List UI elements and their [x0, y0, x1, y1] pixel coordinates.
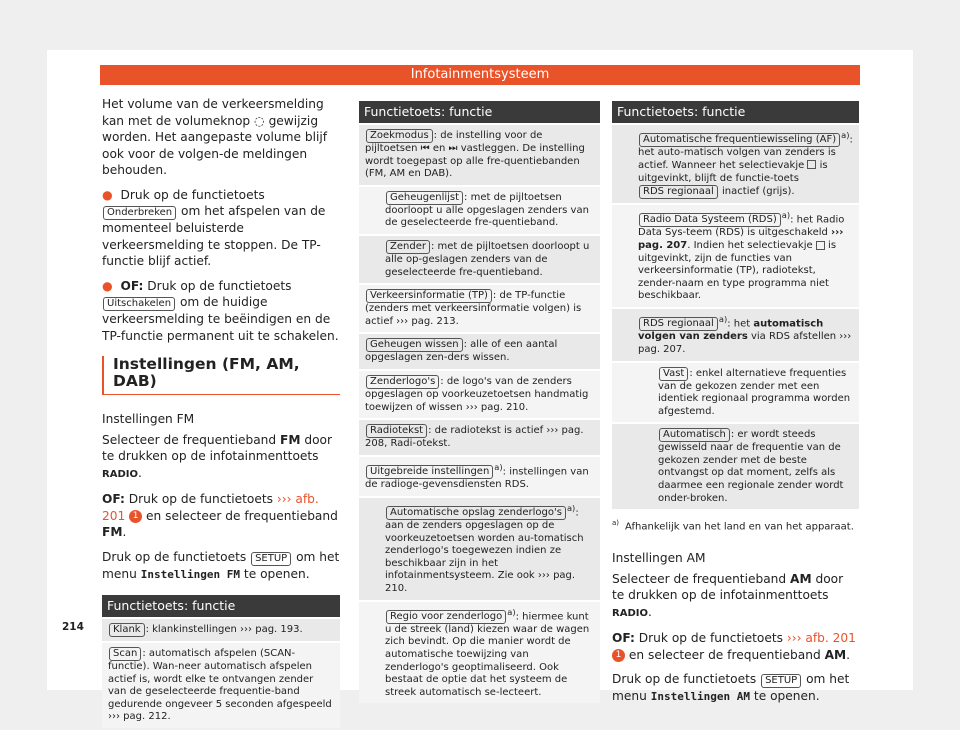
menu-name: Instellingen AM [650, 690, 751, 704]
figure-link[interactable]: ››› afb. 201 [102, 492, 319, 523]
bullet-item: ● OF: Druk op de functietoets Uitschakelen om de huidige verkeersmelding te beëindigen en de TP-functie permanent uit te schakelen. [102, 278, 339, 343]
bullet-icon: ● [102, 278, 113, 293]
radio-key-label: RADIO [102, 468, 138, 480]
paragraph: Druk op de functietoets SETUP om het menu Instellingen AM te openen. [612, 672, 850, 704]
page-number: 214 [62, 621, 84, 633]
table-header: Functietoets: functie [102, 595, 340, 617]
table-header: Functietoets: functie [359, 101, 600, 123]
table-row: Regio voor zenderlogo $^{a)}$: hiermee kunt u de streek (land) kiezen waar de wagen zich bevindt. Op die manier wordt de automatische toewijzing van zenderlogo's geoptimaliseerd. Ook bestaat de optie dat het systeem de streek automatisch se-lecteert. [359, 602, 600, 704]
figure-link[interactable]: ››› afb. 201 [786, 631, 856, 646]
column-middle [359, 101, 600, 705]
subheading: Instellingen AM [612, 551, 706, 566]
table-row: Zoekmodus : de instelling voor de pijltoetsen ⏮ en ⏭ vastleggen. De instelling wordt toegepast op alle fre-quentiebanden (FM, AM en DAB). [359, 125, 600, 185]
key-setup: SETUP [251, 552, 291, 566]
radio-key-label: RADIO [612, 607, 648, 619]
paragraph: Selecteer de frequentieband AM door te drukken op de infotainmenttoets RADIO. [612, 571, 844, 619]
checkbox-icon [807, 160, 816, 169]
table-row: Klank : klankinstellingen ››› pag. 193. [102, 619, 340, 641]
callout-number: 1 [129, 510, 142, 523]
column-right [612, 101, 859, 714]
table-row: Uitgebreide instellingen $^{a)}$: instellingen van de radioge-gevensdiensten RDS. [359, 457, 600, 496]
table-row: Zender : met de pijltoetsen doorloopt u alle op-geslagen zenders van de geselecteerde fre-quentieband. [359, 236, 600, 283]
table-row: Geheugen wissen : alle of een aantal opgeslagen zen-ders wissen. [359, 334, 600, 369]
table-row: Vast : enkel alternatieve frequenties van de gekozen zender met een identiek regionaal programma worden afgestemd. [612, 363, 859, 423]
volume-knob-icon: ◌ [254, 113, 265, 128]
callout-number: 1 [612, 649, 625, 662]
table-row: Scan : automatisch afspelen (SCAN-functie). Wan-neer automatisch afspelen actief is, wordt elke te ontvangen zender van de geselecteerde frequentie-band gedurende ongeveer 5 seconden afgespeeld ››› pag. 212. [102, 643, 340, 728]
bullet-item: ● Druk op de functietoets Onderbreken om het afspelen van de momenteel beluisterde verkeersmelding te stoppen. De TP-functie blijf actief. [102, 187, 326, 268]
section-title: Instellingen (FM, AM, DAB) [102, 356, 340, 395]
table-row: Automatische frequentiewisseling (AF) $^{a)}$: het auto-matisch volgen van zenders is actief. Wanneer het selectievakje is uitgevinkt, blijft de functie-toets RDS regionaal inactief (grijs). [612, 125, 859, 203]
paragraph: Druk op de functietoets SETUP om het menu Instellingen FM te openen. [102, 549, 340, 581]
table-header: Functietoets: functie [612, 101, 859, 123]
bullet-icon: ● [102, 187, 113, 202]
chapter-header: Infotainmentsysteem [100, 65, 860, 85]
subheading: Instellingen FM [102, 412, 195, 426]
menu-name: Instellingen FM [140, 567, 241, 581]
table-row: Radio Data Systeem (RDS) $^{a)}$: het Radio Data Sys-teem (RDS) is uitgeschakeld ››› pag. 207. Indien het selectievakje is uitgevinkt, zijn de functies van verkeersinformatie (TP), radiotekst, zender-naam en type programma niet beschikbaar. [612, 205, 859, 307]
paragraph: OF: Druk op de functietoets ››› afb. 201 1 en selecteer de frequentieband FM. [102, 492, 338, 539]
paragraph: Het volume van de verkeersmelding kan met de volumeknop ◌ gewijzig worden. Het aangepaste volume blijf ook voor de volgen-de meldingen behouden. [102, 97, 328, 177]
table-row: Radiotekst : de radiotekst is actief ››› pag. 208, Radi-otekst. [359, 420, 600, 455]
checkbox-icon [816, 241, 825, 250]
key-onderbreken: Onderbreken [103, 206, 176, 220]
paragraph: Selecteer de frequentieband FM door te drukken op de infotainmenttoets RADIO. [102, 432, 333, 480]
table-row: Geheugenlijst : met de pijltoetsen doorloopt u alle opgeslagen zenders van de geselecteerde fre-quentieband. [359, 187, 600, 234]
table-row: Verkeersinformatie (TP) : de TP-functie (zenders met verkeersinformatie volgen) is actief ››› pag. 213. [359, 285, 600, 332]
column-left [102, 96, 340, 730]
key-setup: SETUP [761, 674, 801, 688]
table-row: Automatische opslag zenderlogo's $^{a)}$: aan de zenders opgeslagen op de voorkeuzetoetsen worden au-tomatisch zenderlogo's toegewezen indien ze beschikbaar zijn in het infotainmentsysteem. Zie ook ››› pag. 210. [359, 498, 600, 600]
table-row: Automatisch : er wordt steeds gewisseld naar de frequentie van de gekozen zender met de beste ontvangst op dat moment, zelfs als daarmee een regionale zender wordt onder-broken. [612, 424, 859, 509]
paragraph: OF: Druk op de functietoets ››› afb. 201 1 en selecteer de frequentieband AM. [612, 631, 856, 662]
key-uitschakelen: Uitschakelen [103, 297, 175, 311]
footnote: $^{a)}$ Afhankelijk van het land en van het apparaat. [612, 519, 854, 533]
table-row: Zenderlogo's : de logo's van de zenders opgeslagen op voorkeuzetoetsen handmatig toewijzen of wissen ››› pag. 210. [359, 371, 600, 418]
table-row: RDS regionaal $^{a)}$: het automatisch volgen van zenders via RDS afstellen ››› pag. 207. [612, 309, 859, 361]
